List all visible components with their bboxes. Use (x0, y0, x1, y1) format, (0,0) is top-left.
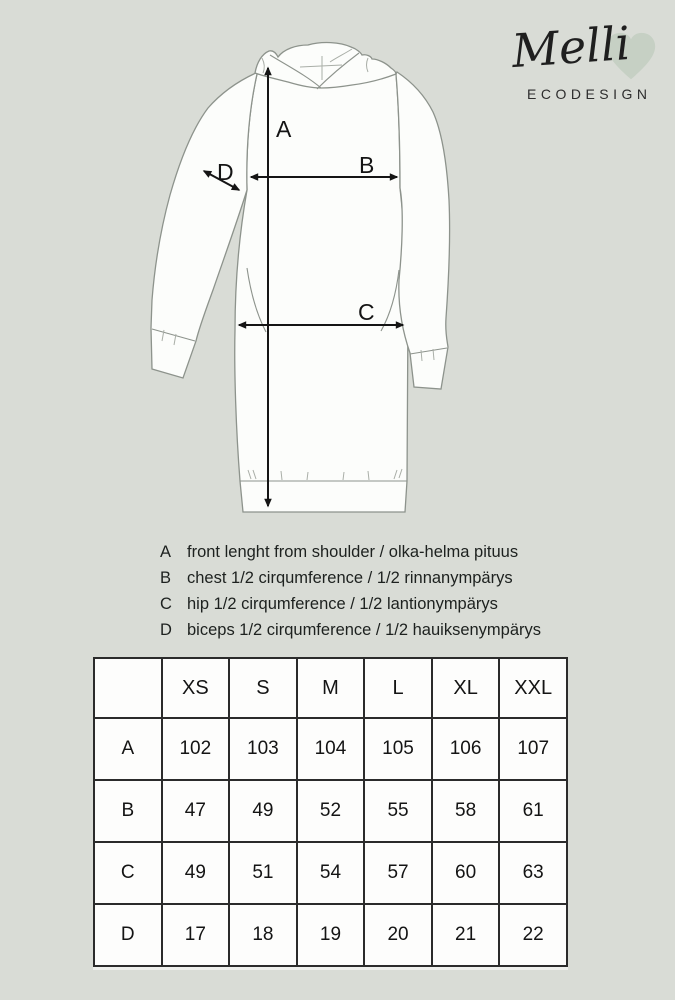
size-value-cell: 103 (229, 718, 297, 780)
size-value-cell: 60 (432, 842, 500, 904)
size-value-cell: 58 (432, 780, 500, 842)
legend-item-c (160, 591, 541, 617)
measure-label-b: B (359, 152, 375, 178)
size-col-header-l: L (364, 658, 432, 718)
measurement-row-label: A (94, 718, 162, 780)
legend-text: biceps 1/2 cirqumference / 1/2 hauiksenympärys (187, 621, 542, 639)
size-value-cell: 102 (162, 718, 230, 780)
legend-item-d (160, 617, 541, 643)
size-table-header-row (94, 658, 567, 718)
size-col-header-xs: XS (162, 658, 230, 718)
brand-subtitle: ECODESIGN (527, 86, 652, 102)
legend-key: B (160, 569, 172, 587)
size-col-header-blank (94, 658, 162, 718)
size-value-cell: 21 (432, 904, 500, 966)
size-value-cell: 20 (364, 904, 432, 966)
size-value-cell: 107 (499, 718, 567, 780)
size-col-header-m: M (297, 658, 365, 718)
size-value-cell: 104 (297, 718, 365, 780)
size-value-cell: 17 (162, 904, 230, 966)
size-value-cell: 105 (364, 718, 432, 780)
legend-key: A (160, 543, 172, 561)
table-row-c (94, 842, 567, 904)
size-value-cell: 57 (364, 842, 432, 904)
size-value-cell: 18 (229, 904, 297, 966)
garment-body (235, 74, 413, 512)
size-value-cell: 22 (499, 904, 567, 966)
size-value-cell: 49 (162, 842, 230, 904)
size-value-cell: 106 (432, 718, 500, 780)
measurement-row-label: C (94, 842, 162, 904)
size-table (93, 657, 568, 967)
table-row-d (94, 904, 567, 966)
legend-item-b (160, 565, 541, 591)
legend-text: hip 1/2 cirqumference / 1/2 lantionympärys (187, 595, 498, 613)
measure-label-c: C (358, 299, 375, 325)
measure-label-d: D (217, 159, 234, 185)
table-row-b (94, 780, 567, 842)
size-col-header-s: S (229, 658, 297, 718)
size-value-cell: 49 (229, 780, 297, 842)
table-row-a (94, 718, 567, 780)
measurement-row-label: D (94, 904, 162, 966)
size-value-cell: 54 (297, 842, 365, 904)
size-value-cell: 63 (499, 842, 567, 904)
size-value-cell: 55 (364, 780, 432, 842)
size-value-cell: 19 (297, 904, 365, 966)
size-value-cell: 61 (499, 780, 567, 842)
legend-key: D (160, 621, 172, 639)
measure-label-a: A (276, 116, 292, 142)
legend-key: C (160, 595, 172, 613)
size-value-cell: 51 (229, 842, 297, 904)
size-value-cell: 52 (297, 780, 365, 842)
legend-text: front lenght from shoulder / olka-helma pituus (187, 543, 519, 561)
size-col-header-xxl: XXL (499, 658, 567, 718)
legend-text: chest 1/2 cirqumference / 1/2 rinnanympärys (187, 569, 513, 587)
size-col-header-xl: XL (432, 658, 500, 718)
size-value-cell: 47 (162, 780, 230, 842)
legend-item-a (160, 539, 541, 565)
measurement-row-label: B (94, 780, 162, 842)
measurement-legend (160, 539, 541, 643)
brand-name: Melli (510, 15, 632, 79)
